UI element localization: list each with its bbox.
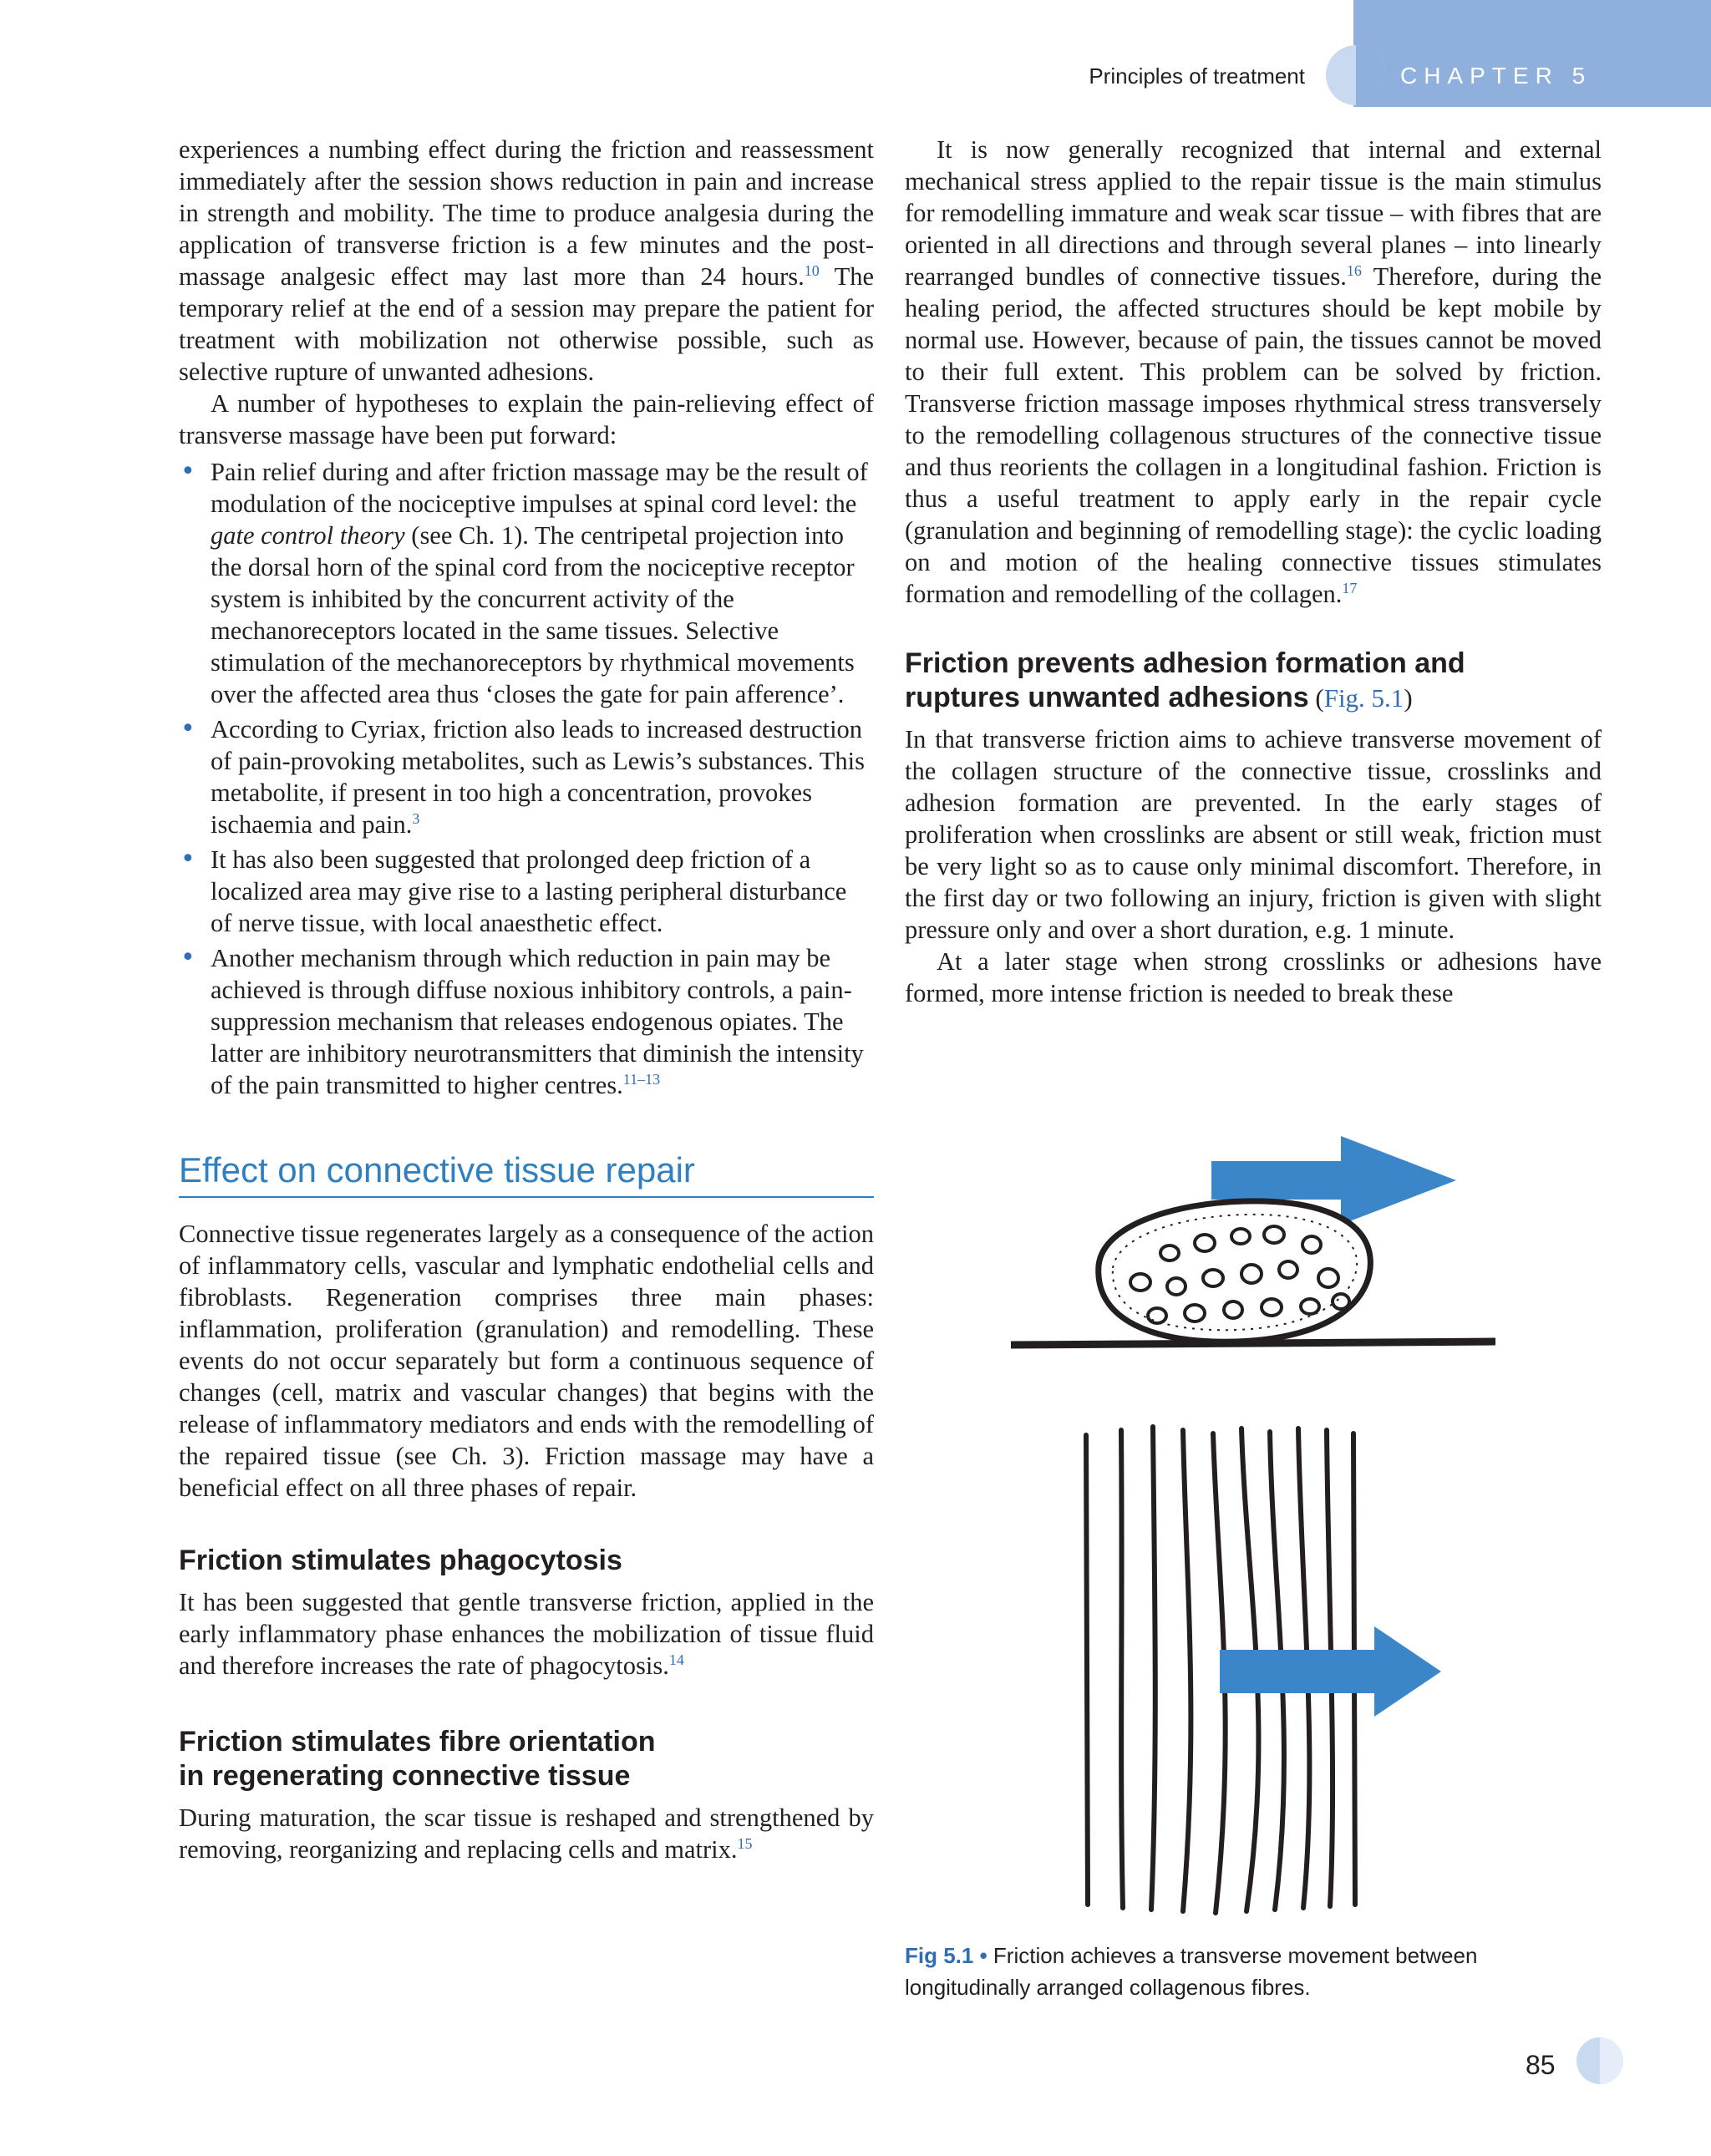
right-column <box>905 134 1602 1009</box>
hypotheses-intro: A number of hypotheses to explain the pain-relieving effect of transverse massage have been put forward: <box>179 389 874 449</box>
phagocytosis-heading: Friction stimulates phagocytosis <box>179 1545 622 1576</box>
tissue-blob <box>1099 1201 1371 1342</box>
page-number: 85 <box>1526 2050 1556 2080</box>
chapter-circle-icon <box>1324 43 1388 107</box>
adhesion-paragraph: In that transverse friction aims to achieve transverse movement of the collagen structure of the connective tissue, crosslinks and adhesion formation are prevented. In the early stages of proliferation when crosslinks are absent or still weak, friction must be very light so as to cause only minimal discomfort. Therefore, in the first day or two following an injury, friction is given with slight pressure only and over a short duration, e.g. 1 minute. <box>905 725 1602 944</box>
chapter-tab <box>1353 0 1711 107</box>
bullet-icon: • <box>180 845 195 874</box>
running-title: Principles of treatment <box>1089 63 1305 89</box>
phagocytosis-paragraph: It has been suggested that gentle transverse friction, applied in the early inflammatory phase enhances the mobilization of tissue fluid and therefore increases the rate of phagocytosis.$^{14}$ <box>179 1588 874 1680</box>
bullet-icon: • <box>180 457 195 486</box>
bullet-icon: • <box>180 714 195 743</box>
list-item: • It has also been suggested that prolonged deep friction of a localized area may give rise to a lasting peripheral disturbance of nerve tissue, with local anaesthetic effect. <box>180 845 847 937</box>
ref-10: 10 <box>804 261 820 279</box>
section-heading: Effect on connective tissue repair <box>179 1149 874 1198</box>
list-item: • According to Cyriax, friction also leads to increased destruction of pain-provoking metabolites, such as Lewis’s substances. This metabolite, if present in too high a concentration, provokes ischaemia and pain.$^3$ <box>180 714 865 839</box>
later-paragraph: At a later stage when strong crosslinks or adhesions have formed, more intense friction is needed to break these <box>905 947 1602 1007</box>
caption-text: Friction achieves a transverse movement between longitudinally arranged collagenous fibres. <box>905 1943 1478 2000</box>
figure-caption: Fig 5.1 • Friction achieves a transverse movement between longitudinally arranged collagenous fibres. <box>905 1943 1478 2000</box>
list-item: • Another mechanism through which reduction in pain may be achieved is through diffuse noxious inhibitory controls, a pain-suppression mechanism that releases endogenous opiates. The latter are inhibitory neurotransmitters that diminish the intensity of the pain transmitted to higher centres.$^{11-13}$ <box>180 943 864 1099</box>
orientation-heading: Friction stimulates fibre orientation in regenerating connective tissue <box>179 1726 656 1792</box>
orientation-paragraph: During maturation, the scar tissue is reshaped and strengthened by removing, reorganizing and replacing cells and matrix.$^{15}$ <box>179 1803 874 1864</box>
intro-paragraph: experiences a numbing effect during the friction and reassessment immediately after the session shows reduction in pain and increase in strength and mobility. The time to produce analgesia during the application of transverse friction is a few minutes and the post-massage analgesic effect may last more than 24 hours.$^{10}$ The temporary relief at the end of a session may prepare the patient for treatment with mobilization not otherwise possible, such as selective rupture of unwanted adhesions. <box>179 135 874 386</box>
repair-paragraph: Connective tissue regenerates largely as a consequence of the action of inflammatory cells, vascular and lymphatic endothelial cells and fibroblasts. Regeneration comprises three main phases: inflammation, proliferation (granulation) and remodelling. These events do not occur separately but form a continuous sequence of changes (cell, matrix and vascular changes) that begins with the release of inflammatory mediators and ends with the remodelling of the repaired tissue (see Ch. 3). Friction massage may have a beneficial effect on all three phases of repair. <box>179 1220 874 1502</box>
chapter-label: CHAPTER 5 <box>1400 63 1592 89</box>
caption-label: Fig 5.1 <box>905 1943 974 1968</box>
figure-friction-diagram <box>986 1119 1504 1921</box>
figure-link[interactable]: Fig. 5.1 <box>1323 683 1404 713</box>
remodelling-paragraph: It is now generally recognized that internal and external mechanical stress applied to the repair tissue is the main stimulus for remodelling immature and weak scar tissue – with fibres that are oriented in all directions and through several planes – into linearly rearranged bundles of connective tissues.$^{16}$ Therefore, during the healing period, the affected structures should be kept mobile by normal use. However, because of pain, the tissues cannot be moved to their full extent. This problem can be solved by friction. Transverse friction massage imposes rhythmical stress transversely to the remodelling collagenous structures of the connective tissue and thus reorients the collagen in a longitudinal fashion. Friction is thus a useful treatment to apply early in the repair cycle (granulation and beginning of remodelling stage): the cyclic loading on and motion of the healing connective tissues stimulates formation and remodelling of the collagen.$^{17}$ <box>905 135 1602 608</box>
adhesion-heading: Friction prevents adhesion formation and ruptures unwanted adhesions (Fig. 5.1) <box>905 647 1465 713</box>
page-circle-icon <box>1576 2037 1624 2085</box>
hypotheses-list <box>179 456 874 1101</box>
left-column <box>179 134 874 1865</box>
list-item: • Pain relief during and after friction massage may be the result of modulation of the nociceptive impulses at spinal cord level: the gate control theory (see Ch. 1). The centripetal projection into the dorsal horn of the spinal cord from the nociceptive receptor system is inhibited by the concurrent activity of the mechanoreceptors located in the same tissues. Selective stimulation of the mechanoreceptors by rhythmical movements over the affected area thus ‘closes the gate for pain afference’. <box>180 457 868 708</box>
bullet-icon: • <box>180 943 195 972</box>
